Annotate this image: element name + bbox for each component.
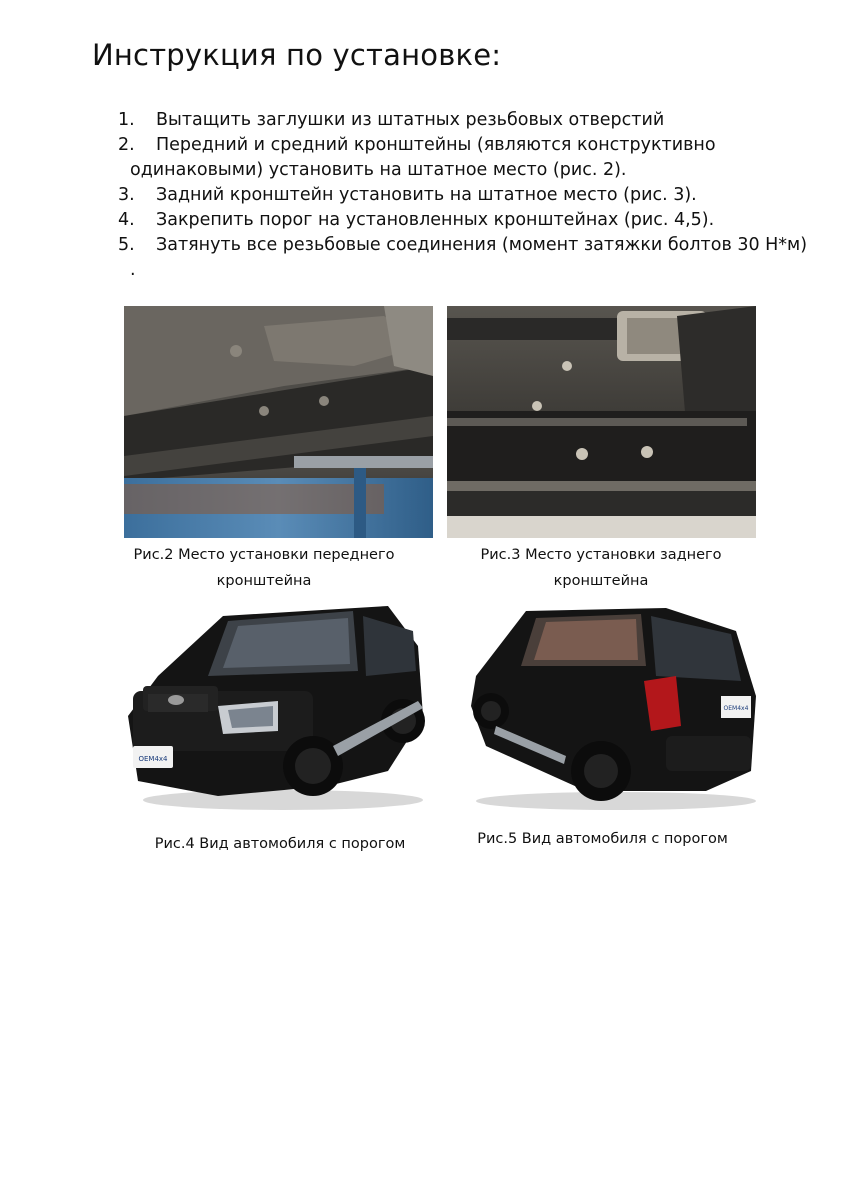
caption-line: кронштейна: [216, 573, 312, 589]
step-text: Затянуть все резьбовые соединения (момент затяжки болтов 30 Н*м): [156, 235, 808, 255]
step-number: 3.: [118, 185, 135, 205]
caption-line: Рис.2 Место установки переднего: [133, 547, 395, 563]
figure-2-photo: [124, 306, 433, 538]
step-text: Закрепить порог на установленных кронштейнах (рис. 4,5).: [156, 210, 715, 230]
figure-3-caption: [461, 542, 741, 594]
figure-5-caption: Рис.5 Вид автомобиля с порогом: [477, 831, 728, 847]
list-item-continuation: [118, 158, 818, 183]
step-number: 2.: [118, 135, 135, 155]
step-text: Передний и средний кронштейны (являются конструктивно: [156, 135, 716, 155]
step-text-continuation: .: [130, 260, 136, 280]
caption-line: кронштейна: [553, 573, 649, 589]
list-item: [118, 233, 818, 258]
license-plate-text: ОЕМ4x4: [138, 755, 168, 763]
step-text: Вытащить заглушки из штатных резьбовых отверстий: [156, 110, 665, 130]
step-number: 1.: [118, 110, 135, 130]
list-item: [118, 133, 818, 158]
step-text: Задний кронштейн установить на штатное место (рис. 3).: [156, 185, 697, 205]
list-item: [118, 183, 818, 208]
figure-5-photo: [466, 596, 761, 816]
figure-4-photo: [128, 596, 428, 816]
license-plate-text: ОЕМ4x4: [723, 705, 749, 712]
figure-3-photo: [447, 306, 756, 538]
page-title: Инструкция по установке:: [92, 38, 502, 72]
list-item: [118, 108, 818, 133]
step-number: 5.: [118, 235, 135, 255]
instruction-list: [118, 108, 818, 283]
step-text-continuation: одинаковыми) установить на штатное место (рис. 2).: [130, 160, 627, 180]
list-item: [118, 208, 818, 233]
caption-line: Рис.3 Место установки заднего: [480, 547, 722, 563]
step-number: 4.: [118, 210, 135, 230]
list-item-continuation: [118, 258, 818, 283]
figure-4-caption: Рис.4 Вид автомобиля с порогом: [154, 836, 406, 852]
figure-2-caption: [124, 542, 404, 594]
